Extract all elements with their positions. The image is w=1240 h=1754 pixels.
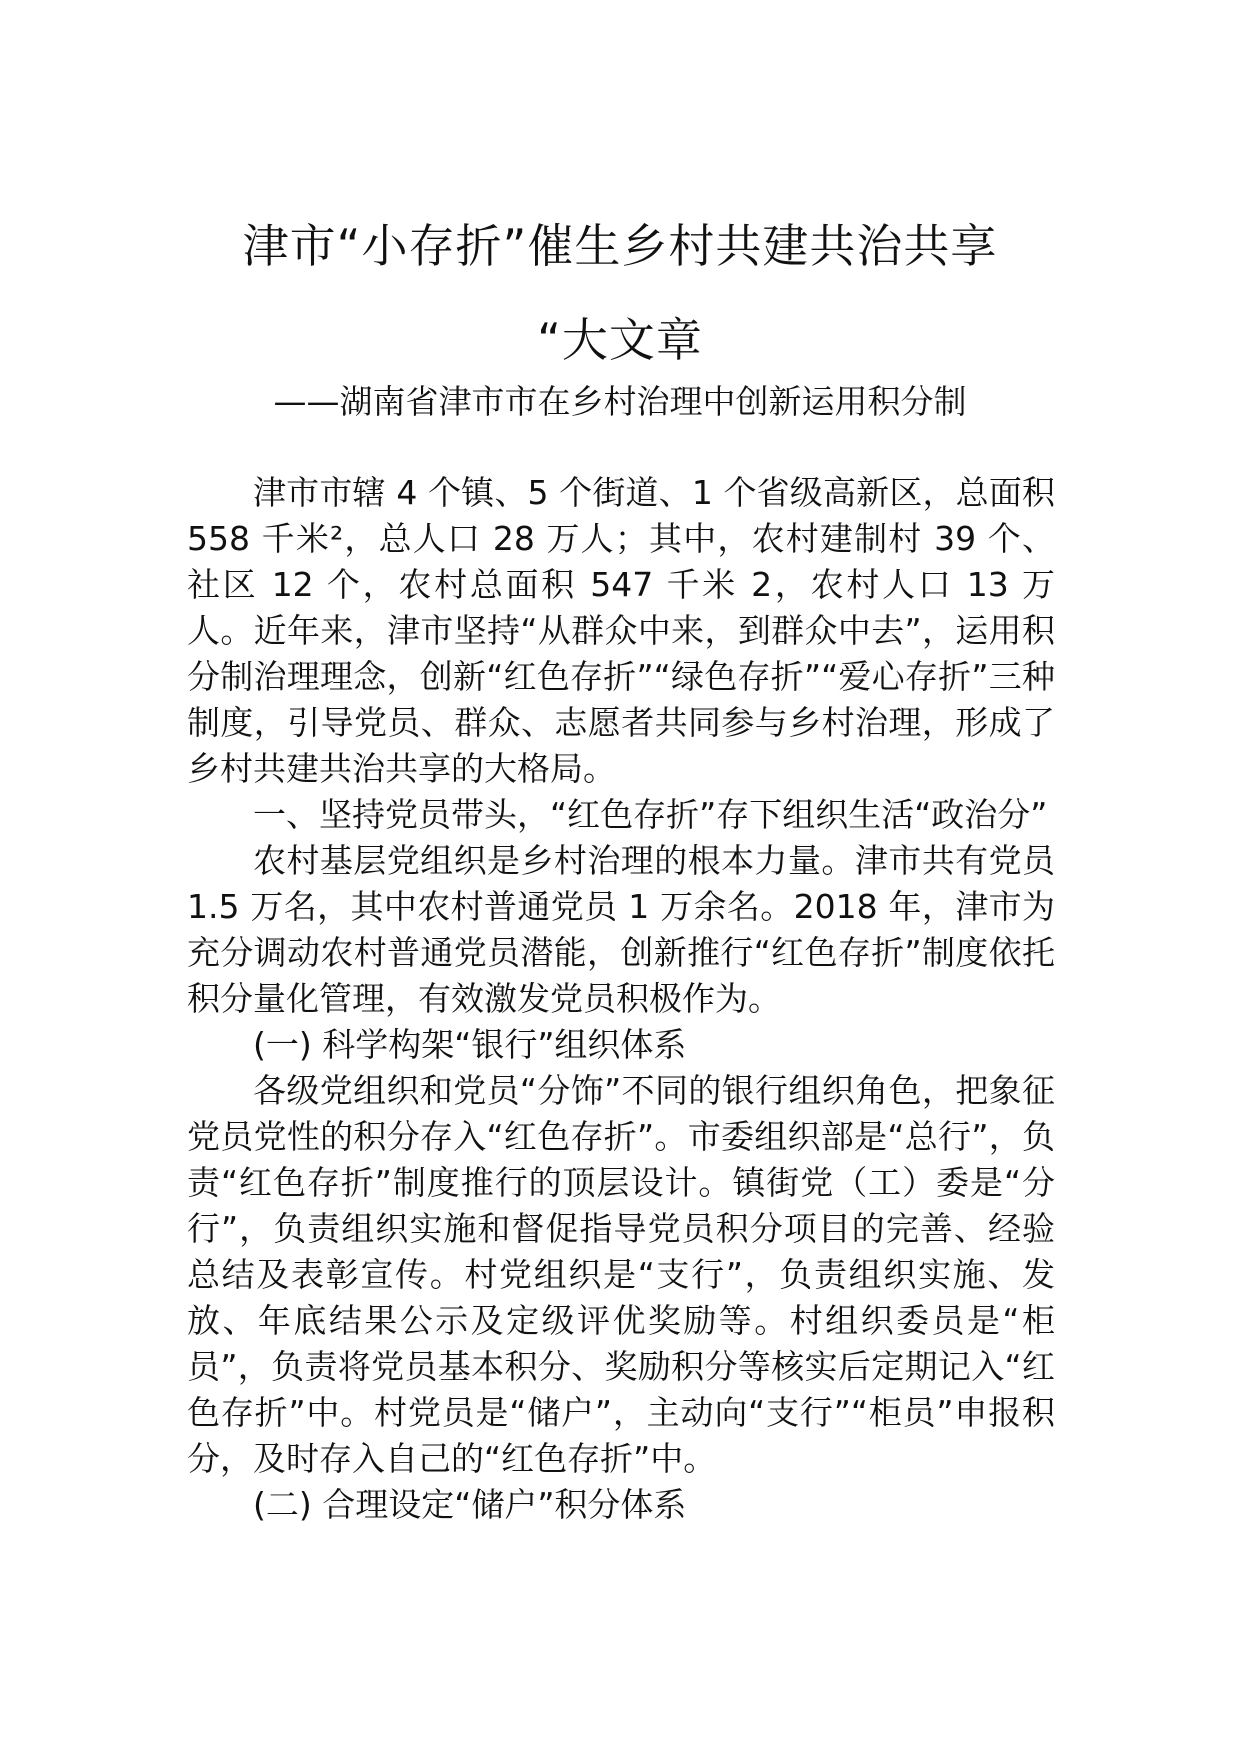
document-subtitle: ——湖南省津市市在乡村治理中创新运用积分制 [273, 382, 967, 421]
intro-paragraph: 津市市辖 4 个镇、5 个街道、1 个省级高新区，总面积 558 千米²，总人口 28 万人；其中，农村建制村 39 个、社区 12 个，农村总面积 547 千米 2，农村人口 13 万人。近年来，津市坚持“从群众中来，到群众中去”，运用积分制治理理念，创新“红色存折”“绿色存折”“爱心存折”三种制度，引导党员、群众、志愿者共同参与乡村治理，形成了乡村共建共治共享的大格局。 [187, 473, 1055, 788]
document-title-line-1: 津市“小存折”催生乡村共建共治共享 [242, 219, 998, 273]
subsection-1-paragraph: 各级党组织和党员“分饰”不同的银行组织角色，把象征党员党性的积分存入“红色存折”。市委组织部是“总行”，负责“红色存折”制度推行的顶层设计。镇街党（工）委是“分行”，负责组织实施和督促指导党员积分项目的完善、经验总结及表彰宣传。村党组织是“支行”，负责组织实施、发放、年底结果公示及定级评优奖励等。村组织委员是“柜员”，负责将党员基本积分、奖励积分等核实后定期记入“红色存折”中。村党员是“储户”，主动向“支行”“柜员”申报积分，及时存入自己的“红色存折”中。 [187, 1071, 1055, 1478]
section-1-paragraph: 农村基层党组织是乡村治理的根本力量。津市共有党员 1.5 万名，其中农村普通党员 1 万余名。2018 年，津市为充分调动农村普通党员潜能，创新推行“红色存折”制度依托积分量化管理，有效激发党员积极作为。 [187, 841, 1055, 1018]
subsection-heading-1: (一) 科学构架“银行”组织体系 [253, 1025, 687, 1064]
document-body [187, 470, 1055, 1528]
subsection-heading-2: (二) 合理设定“储户”积分体系 [253, 1485, 687, 1524]
section-heading-1: 一、坚持党员带头，“红色存折”存下组织生活“政治分” [253, 795, 1048, 834]
document-title-line-2: “大文章 [537, 313, 703, 367]
